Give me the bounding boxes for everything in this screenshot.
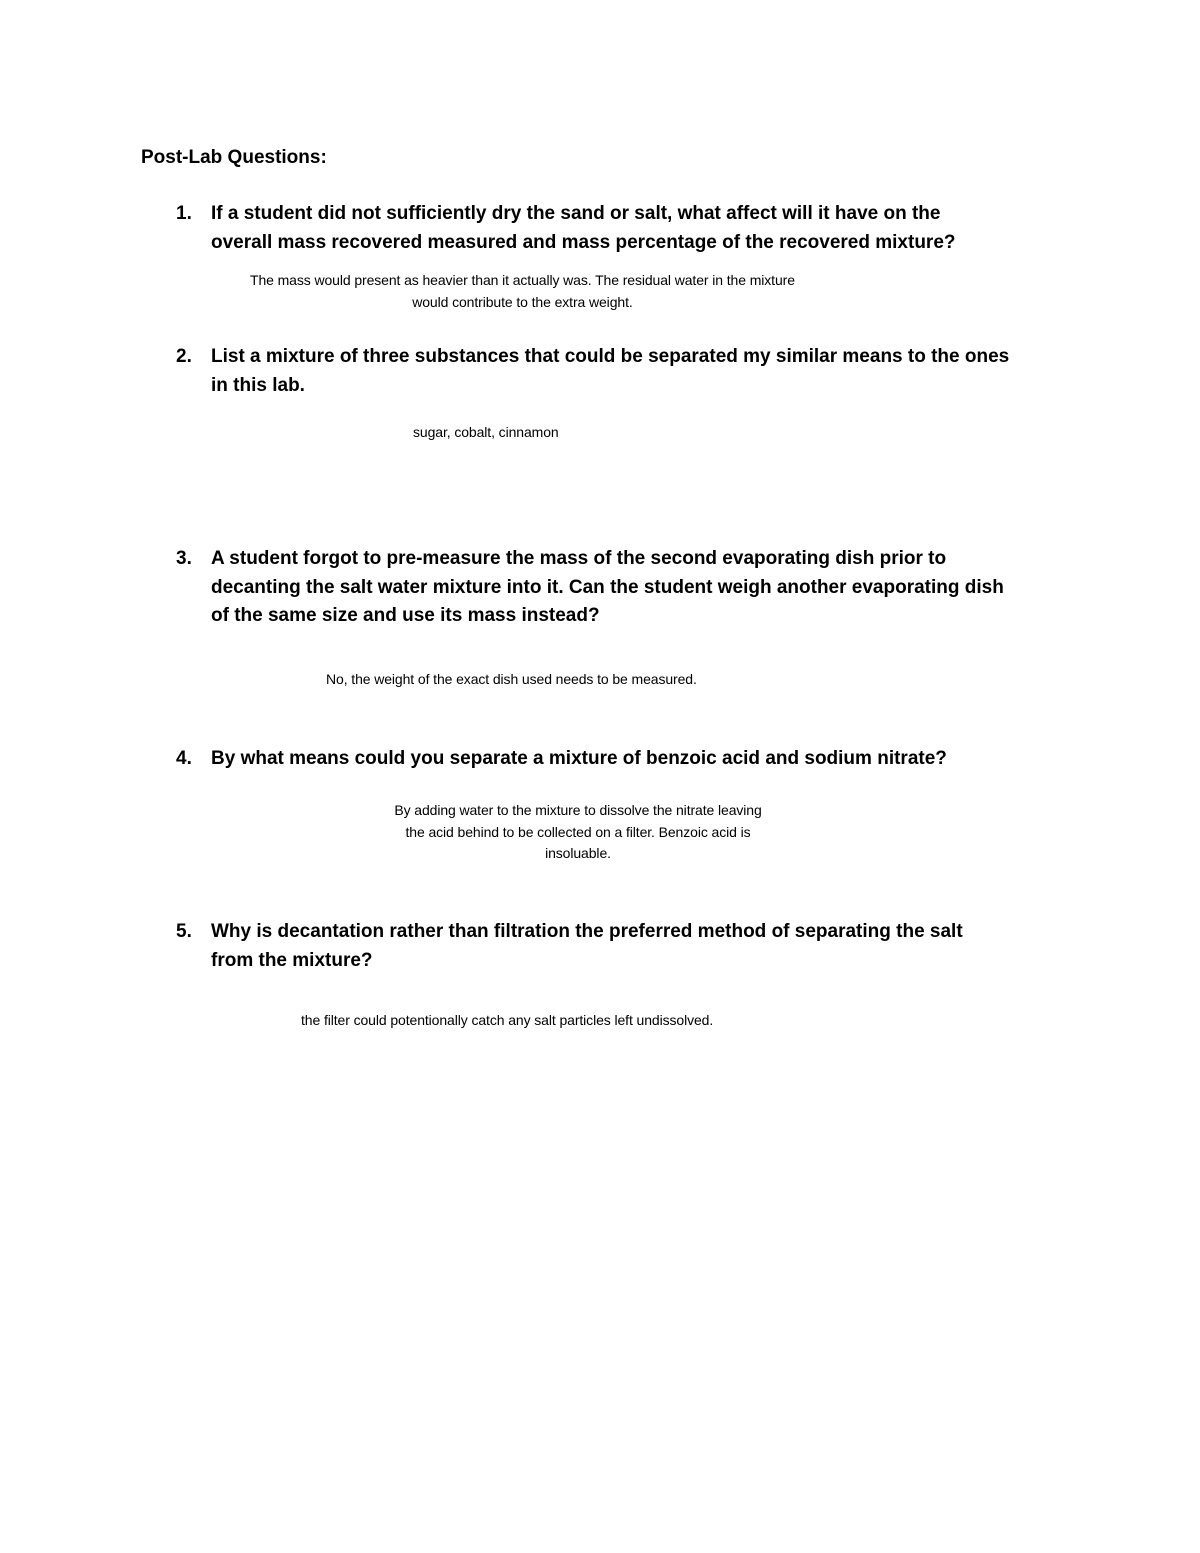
answer-2 bbox=[413, 422, 559, 444]
answer-text-line: The mass would present as heavier than it actually was. The residual water in the mixture bbox=[250, 272, 795, 288]
question-2 bbox=[176, 343, 1076, 400]
question-text-line: By what means could you separate a mixture of benzoic acid and sodium nitrate? bbox=[211, 748, 947, 769]
answer-text-line: the acid behind to be collected on a filter. Benzoic acid is bbox=[405, 823, 751, 840]
question-number: 1. bbox=[176, 203, 192, 224]
question-1 bbox=[176, 200, 1076, 257]
question-text-line: overall mass recovered measured and mass percentage of the recovered mixture? bbox=[211, 231, 956, 253]
question-text-line: decanting the salt water mixture into it. Can the student weigh another evaporating dish bbox=[211, 576, 1004, 598]
question-text-line: If a student did not sufficiently dry the sand or salt, what affect will it have on the bbox=[211, 203, 941, 224]
question-text-line: Why is decantation rather than filtration the preferred method of separating the salt bbox=[211, 921, 963, 942]
answer-text-line: No, the weight of the exact dish used needs to be measured. bbox=[326, 671, 697, 687]
question-number: 3. bbox=[176, 548, 192, 569]
question-number: 2. bbox=[176, 346, 192, 367]
question-text-line: of the same size and use its mass instead? bbox=[211, 605, 600, 626]
answer-text-line: insoluable. bbox=[545, 845, 611, 861]
answer-text-line: By adding water to the mixture to dissolve the nitrate leaving bbox=[394, 802, 762, 818]
question-5 bbox=[176, 918, 1076, 975]
question-number: 5. bbox=[176, 921, 192, 942]
answer-3 bbox=[326, 669, 697, 691]
answer-5 bbox=[301, 1010, 713, 1032]
question-text-line: List a mixture of three substances that could be separated my similar means to the ones bbox=[211, 346, 1010, 367]
question-number: 4. bbox=[176, 748, 192, 769]
answer-4 bbox=[355, 800, 801, 865]
question-3 bbox=[176, 545, 1076, 631]
answer-1 bbox=[250, 270, 795, 313]
question-4 bbox=[176, 745, 1076, 774]
answer-text-line: would contribute to the extra weight. bbox=[412, 293, 633, 310]
question-text-line: from the mixture? bbox=[211, 949, 373, 971]
question-text-line: in this lab. bbox=[211, 374, 305, 396]
page-heading: Post-Lab Questions: bbox=[141, 147, 327, 168]
question-text-line: A student forgot to pre-measure the mass of the second evaporating dish prior to bbox=[211, 548, 947, 569]
answer-text-line: the filter could potentionally catch any salt particles left undissolved. bbox=[301, 1012, 714, 1028]
answer-text-line: sugar, cobalt, cinnamon bbox=[413, 424, 559, 440]
